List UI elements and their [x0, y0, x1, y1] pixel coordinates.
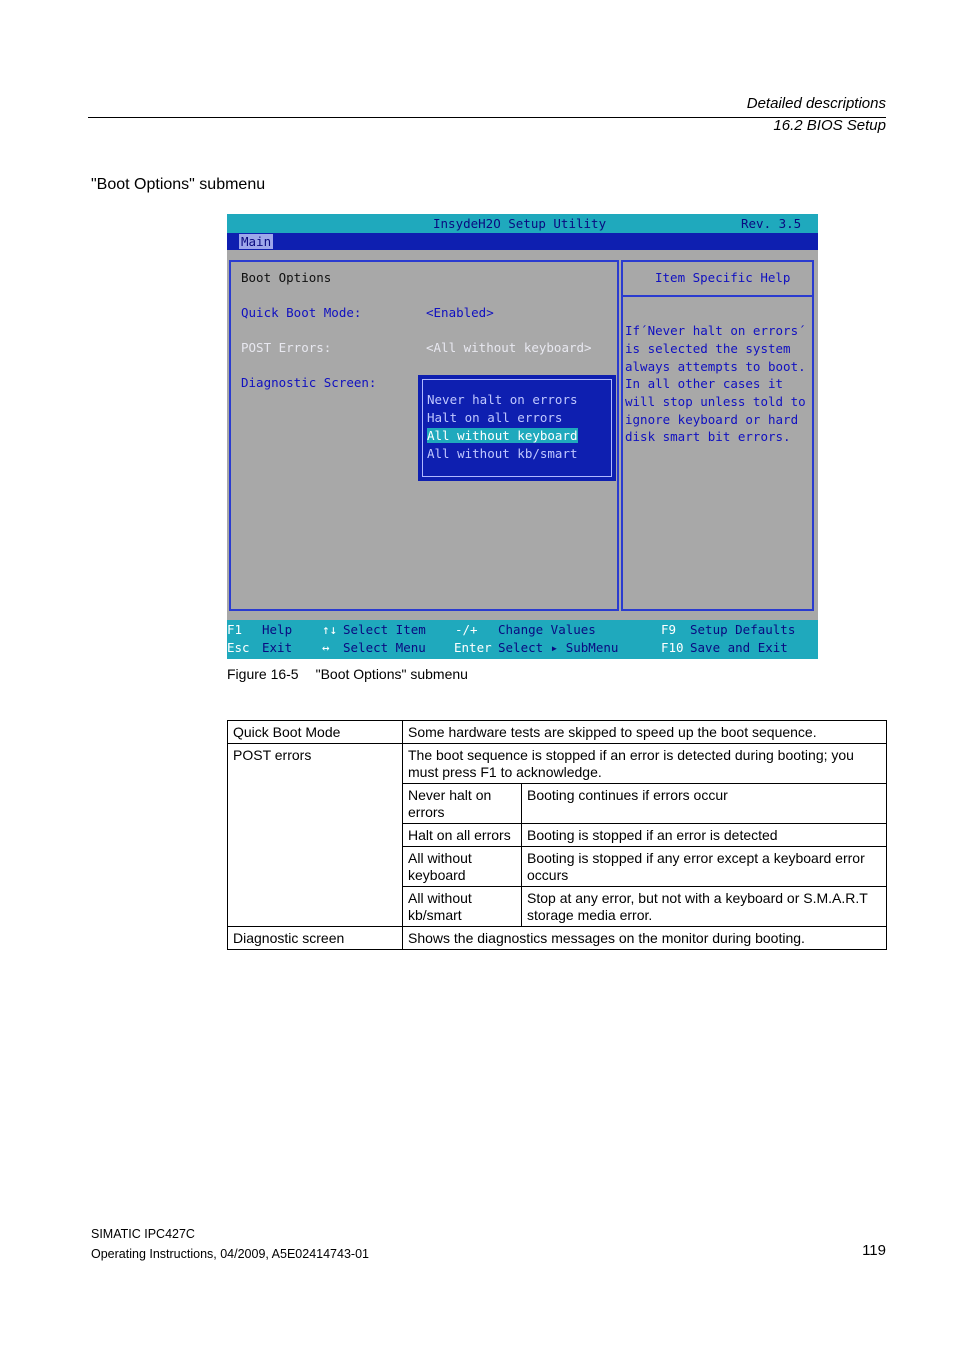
figure-caption — [227, 666, 468, 682]
table-row — [228, 927, 887, 950]
page-footer — [91, 1224, 369, 1264]
table-cell-name: Quick Boot Mode — [228, 721, 403, 744]
table-cell-desc: Shows the diagnostics messages on the monitor during booting. — [403, 927, 887, 950]
bios-key-f1: F1 — [227, 622, 243, 637]
bios-item-quick-boot-label[interactable]: Quick Boot Mode: — [241, 305, 362, 320]
bios-help-line: In all other cases it — [625, 376, 784, 391]
bios-key-enter-label: Select ▸ SubMenu — [498, 640, 619, 655]
bios-help-panel — [621, 260, 814, 611]
table-cell-option-desc: Booting continues if errors occur — [522, 784, 887, 824]
table-cell-desc: Some hardware tests are skipped to speed up the boot sequence. — [403, 721, 887, 744]
table-cell-option-desc: Booting is stopped if any error except a keyboard error occurs — [522, 847, 887, 887]
bios-key-leftright: ↔ — [322, 640, 330, 655]
bios-help-line: is selected the system — [625, 341, 791, 356]
bios-key-updown: ↑↓ — [322, 622, 338, 637]
header-rule — [88, 117, 886, 118]
header-chapter: Detailed descriptions — [746, 95, 886, 112]
figure-caption-text: "Boot Options" submenu — [315, 666, 468, 682]
table-cell-desc: The boot sequence is stopped if an error is detected during booting; you must press F1 to acknowledge. — [403, 744, 887, 784]
table-cell-option: All without keyboard — [403, 847, 522, 887]
bios-help-divider — [623, 295, 812, 297]
bios-popup-option[interactable]: Halt on all errors — [427, 410, 563, 425]
table-cell-option: Never halt on errors — [403, 784, 522, 824]
table-row — [228, 721, 887, 744]
bios-rev: Rev. 3.5 — [741, 216, 802, 231]
bios-title-bar — [227, 214, 818, 233]
bios-key-f9-label: Setup Defaults — [690, 622, 796, 637]
bios-help-line: always attempts to boot. — [625, 359, 806, 374]
bios-key-legend — [227, 620, 818, 659]
bios-popup-option[interactable]: Never halt on errors — [427, 392, 578, 407]
bios-key-esc: Esc — [227, 640, 250, 655]
footer-product: SIMATIC IPC427C — [91, 1227, 195, 1241]
table-cell-name: POST errors — [228, 744, 403, 927]
bios-key-leftright-label: Select Menu — [343, 640, 426, 655]
bios-key-updown-label: Select Item — [343, 622, 426, 637]
bios-popup-option-selected[interactable]: All without keyboard — [427, 428, 578, 443]
bios-panel-title: Boot Options — [241, 270, 332, 285]
bios-key-f10: F10 — [661, 640, 684, 655]
footer-doc-info: Operating Instructions, 04/2009, A5E02414743-01 — [91, 1247, 369, 1261]
bios-key-f10-label: Save and Exit — [690, 640, 788, 655]
bios-key-plusminus-label: Change Values — [498, 622, 596, 637]
bios-help-line: ignore keyboard or hard — [625, 412, 799, 427]
bios-key-esc-label: Exit — [262, 640, 293, 655]
bios-title: InsydeH2O Setup Utility — [433, 216, 607, 231]
table-cell-option-desc: Stop at any error, but not with a keyboard or S.M.A.R.T storage media error. — [522, 887, 887, 927]
bios-key-enter: Enter — [454, 640, 492, 655]
bios-key-f9: F9 — [661, 622, 677, 637]
table-row — [228, 744, 887, 784]
options-table — [227, 720, 887, 950]
page-number: 119 — [862, 1242, 886, 1259]
table-cell-option: All without kb/smart — [403, 887, 522, 927]
bios-popup-option[interactable]: All without kb/smart — [427, 446, 578, 461]
bios-key-f1-label: Help — [262, 622, 293, 637]
figure-number: Figure 16-5 — [227, 666, 299, 682]
bios-item-diagnostic-label[interactable]: Diagnostic Screen: — [241, 375, 377, 390]
bios-item-post-errors-value[interactable]: <All without keyboard> — [426, 340, 592, 355]
bios-screenshot — [227, 214, 818, 659]
bios-item-quick-boot-value[interactable]: <Enabled> — [426, 305, 494, 320]
bios-menu-main[interactable]: Main — [241, 234, 272, 249]
bios-help-title: Item Specific Help — [655, 270, 791, 285]
bios-help-line: will stop unless told to — [625, 394, 806, 409]
bios-help-line: If´Never halt on errors´ — [625, 323, 806, 338]
table-cell-option: Halt on all errors — [403, 824, 522, 847]
bios-key-plusminus: -/+ — [455, 622, 478, 637]
table-cell-option-desc: Booting is stopped if an error is detected — [522, 824, 887, 847]
bios-help-line: disk smart bit errors. — [625, 429, 791, 444]
bios-options-popup — [418, 375, 616, 481]
header-section: 16.2 BIOS Setup — [773, 117, 886, 134]
bios-menu-bar — [227, 233, 818, 250]
table-cell-name: Diagnostic screen — [228, 927, 403, 950]
section-title: "Boot Options" submenu — [91, 176, 266, 193]
bios-item-post-errors-label[interactable]: POST Errors: — [241, 340, 332, 355]
